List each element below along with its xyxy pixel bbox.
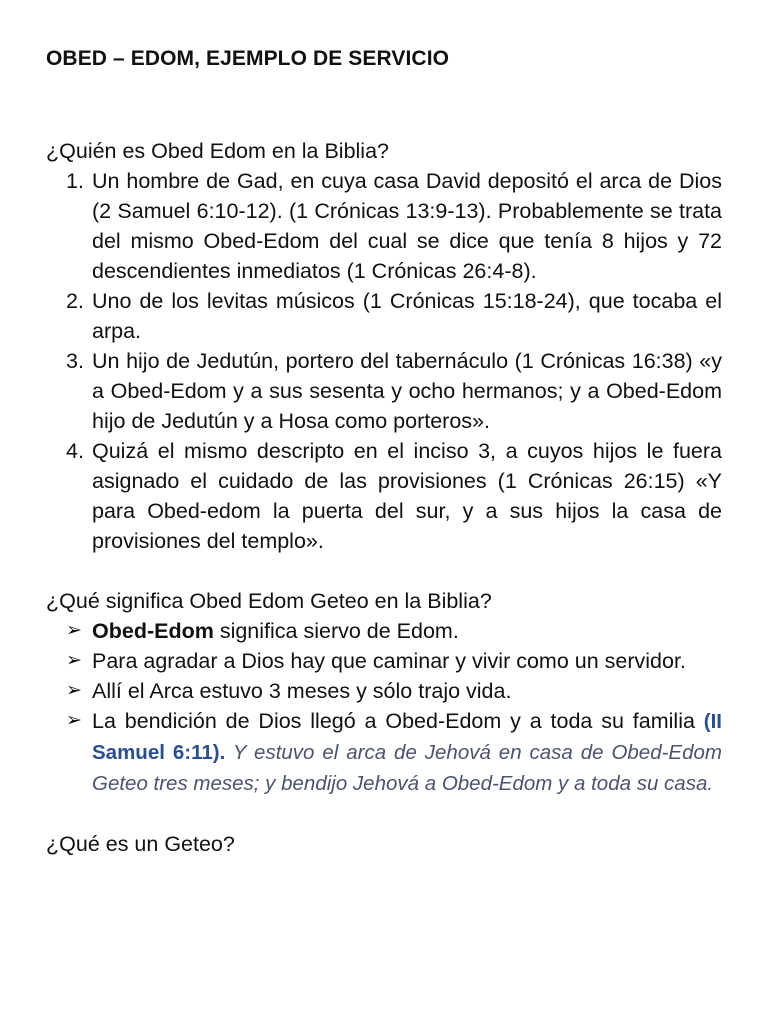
list-item-text: Quizá el mismo descripto en el inciso 3, a cuyos hijos le fuera asignado el cuidado de las provisiones (1 Crónicas 26:15) «Y para Obed-edom la puerta del sur, y a sus hijos la casa de provisiones del templo». [92, 439, 722, 553]
list-item [46, 286, 722, 346]
list-item [46, 676, 722, 706]
scripture-quote: Y estuvo el arca de Jehová en casa de Obed-Edom Geteo tres meses; y bendijo Jehová a Obed-Edom y a toda su casa. [92, 741, 722, 795]
question-heading: ¿Quién es Obed Edom en la Biblia? [46, 139, 390, 163]
list-item [46, 646, 722, 676]
list-item-text: Un hombre de Gad, en cuya casa David depositó el arca de Dios (2 Samuel 6:10-12). (1 Crónicas 13:9-13). Probablemente se trata del mismo Obed-Edom del cual se dice que tenía 8 hijos y 72 descendientes inmediatos (1 Crónicas 26:4-8). [92, 169, 722, 283]
numbered-list [46, 166, 722, 556]
arrow-bullet-icon: ➢ [66, 650, 82, 671]
list-item-text: La bendición de Dios llegó a Obed-Edom y a toda su familia [92, 709, 704, 733]
question-heading: ¿Qué es un Geteo? [46, 832, 235, 856]
page-title: OBED – EDOM, EJEMPLO DE SERVICIO [46, 47, 450, 70]
arrow-bullet-list [46, 616, 722, 799]
section-who-is-obed-edom [46, 136, 722, 556]
scripture-reference: (II Samuel 6:11). [92, 710, 722, 764]
arrow-bullet-icon: ➢ [66, 620, 82, 641]
list-item-text: Uno de los levitas músicos (1 Crónicas 15:18-24), que tocaba el arpa. [92, 289, 722, 343]
list-item [46, 436, 722, 556]
arrow-bullet-icon: ➢ [66, 680, 82, 701]
section-meaning [46, 586, 722, 799]
section-geteo [46, 829, 722, 859]
list-item-text: Para agradar a Dios hay que caminar y vivir como un servidor. [92, 649, 686, 673]
list-item-text: significa siervo de Edom. [213, 619, 459, 643]
list-item [46, 706, 722, 799]
list-item [46, 166, 722, 286]
list-number: 4. [66, 439, 84, 463]
bold-term: Obed-Edom [92, 619, 214, 643]
list-item-text: Un hijo de Jedutún, portero del tabernáculo (1 Crónicas 16:38) «y a Obed-Edom y a sus sesenta y ocho hermanos; y a Obed-Edom hijo de Jedutún y a Hosa como porteros». [92, 349, 722, 433]
list-number: 2. [66, 289, 84, 313]
question-heading: ¿Qué significa Obed Edom Geteo en la Biblia? [46, 589, 492, 613]
list-number: 1. [66, 169, 84, 193]
document-page [46, 44, 722, 859]
list-item-text: Allí el Arca estuvo 3 meses y sólo trajo vida. [92, 679, 512, 703]
list-item [46, 616, 722, 646]
list-item [46, 346, 722, 436]
arrow-bullet-icon: ➢ [66, 710, 82, 731]
list-number: 3. [66, 349, 84, 373]
